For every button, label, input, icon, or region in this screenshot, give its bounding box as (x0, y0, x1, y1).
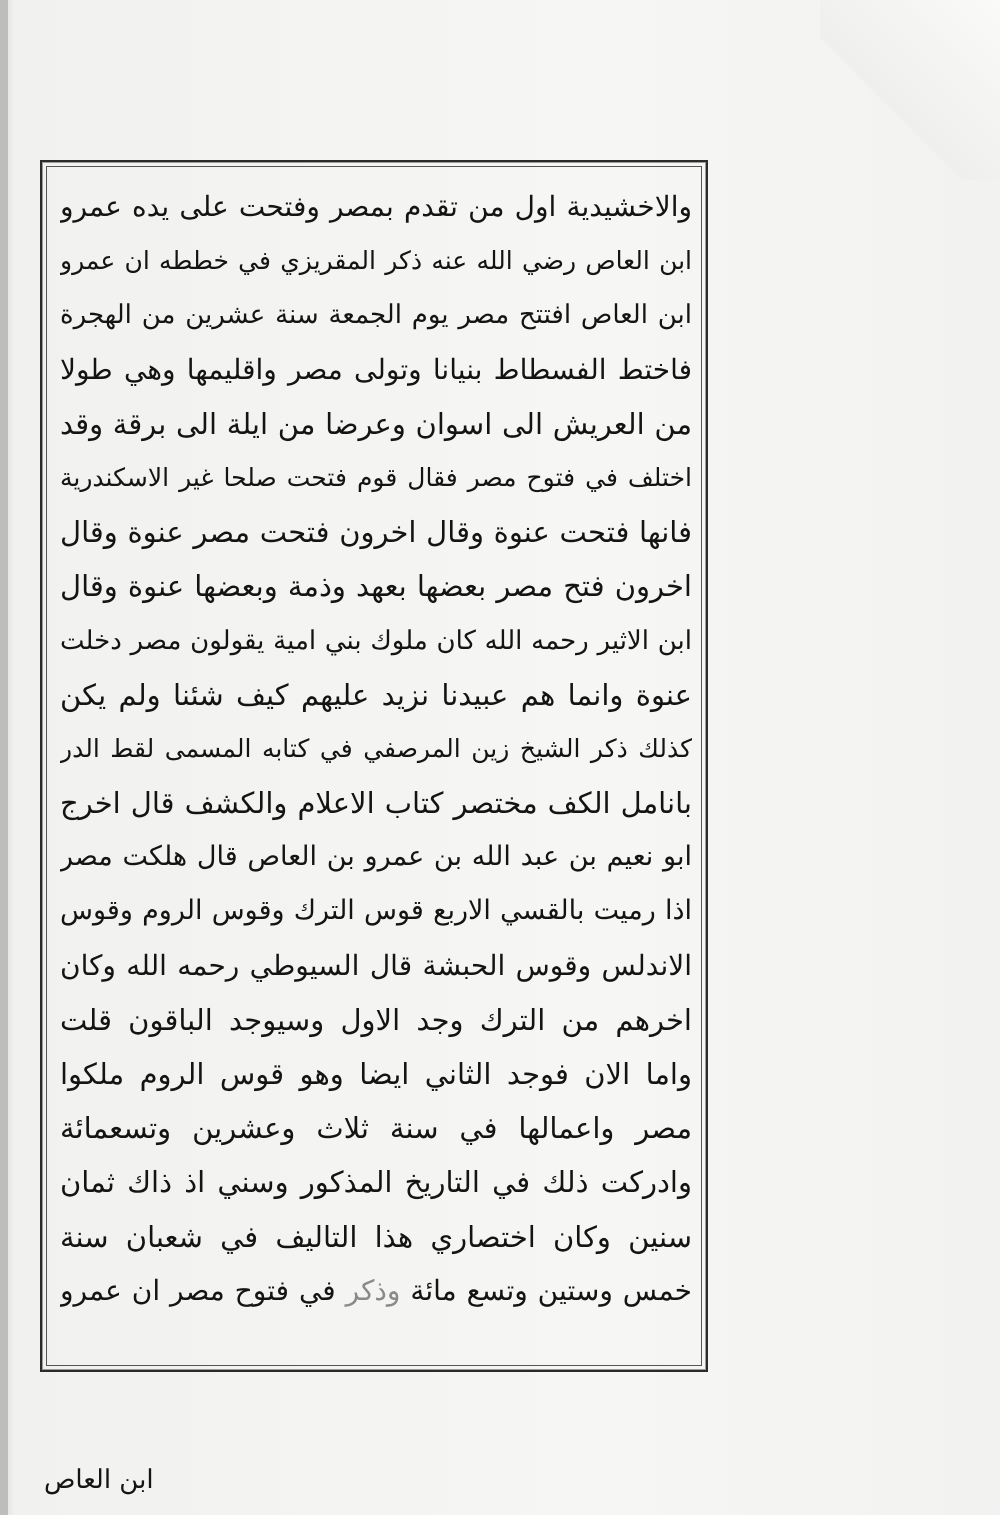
manuscript-line: مصر واعمالها في سنة ثلاث وعشرين وتسعمائة (60, 1111, 692, 1146)
page-edge (0, 0, 8, 1515)
manuscript-line: ابن العاص افتتح مصر يوم الجمعة سنة عشرين من الهجرة (60, 300, 692, 331)
manuscript-text-block (60, 180, 692, 1318)
manuscript-line: كذلك ذكر الشيخ زين المرصفي في كتابه المسمى لقط الدر (60, 733, 692, 763)
manuscript-line: عنوة وانما هم عبيدنا نزيد عليهم كيف شئنا ولم يكن (60, 677, 692, 712)
manuscript-line: اخرهم من الترك وجد الاول وسيوجد الباقون قلت (60, 1002, 692, 1037)
manuscript-line: فانها فتحت عنوة وقال اخرون فتحت مصر عنوة وقال (60, 515, 692, 550)
manuscript-line: ابن العاص رضي الله عنه ذكر المقريزي في خططه ان عمرو (60, 246, 692, 276)
manuscript-line: فاختط الفسطاط بنيانا وتولى مصر واقليمها وهي طولا (60, 352, 692, 386)
manuscript-line: اختلف في فتوح مصر فقال قوم فتحت صلحا غير الاسكندرية (60, 462, 692, 492)
manuscript-line: ابو نعيم بن عبد الله بن عمرو بن العاص قال هلكت مصر (60, 841, 692, 873)
manuscript-line: الاندلس وقوس الحبشة قال السيوطي رحمه الله وكان (60, 948, 692, 982)
manuscript-line: اخرون فتح مصر بعضها بعهد وذمة وبعضها عنوة وقال (60, 569, 692, 604)
catchword: ابن العاص (44, 1465, 154, 1495)
manuscript-line: من العريش الى اسوان وعرضا من ايلة الى برقة وقد (60, 406, 692, 441)
manuscript-line: خمس وستين وتسع مائة وذكر في فتوح مصر ان عمرو (60, 1273, 692, 1307)
manuscript-line: والاخشيدية اول من تقدم بمصر وفتحت على يده عمرو (60, 190, 692, 223)
manuscript-line: وادركت ذلك في التاريخ المذكور وسني اذ ذاك ثمان (60, 1165, 692, 1200)
page-crease (820, 0, 1000, 180)
rubric-word: وذكر (345, 1273, 401, 1307)
manuscript-line: اذا رميت بالقسي الاربع قوس الترك وقوس الروم وقوس (60, 895, 692, 927)
manuscript-line: ابن الاثير رحمه الله كان ملوك بني امية يقولون مصر دخلت (60, 625, 692, 656)
manuscript-line: سنين وكان اختصاري هذا التاليف في شعبان سنة (60, 1219, 692, 1254)
manuscript-line: بانامل الكف مختصر كتاب الاعلام والكشف قال اخرج (60, 786, 692, 821)
manuscript-line: واما الان فوجد الثاني ايضا وهو قوس الروم ملكوا (60, 1057, 692, 1091)
